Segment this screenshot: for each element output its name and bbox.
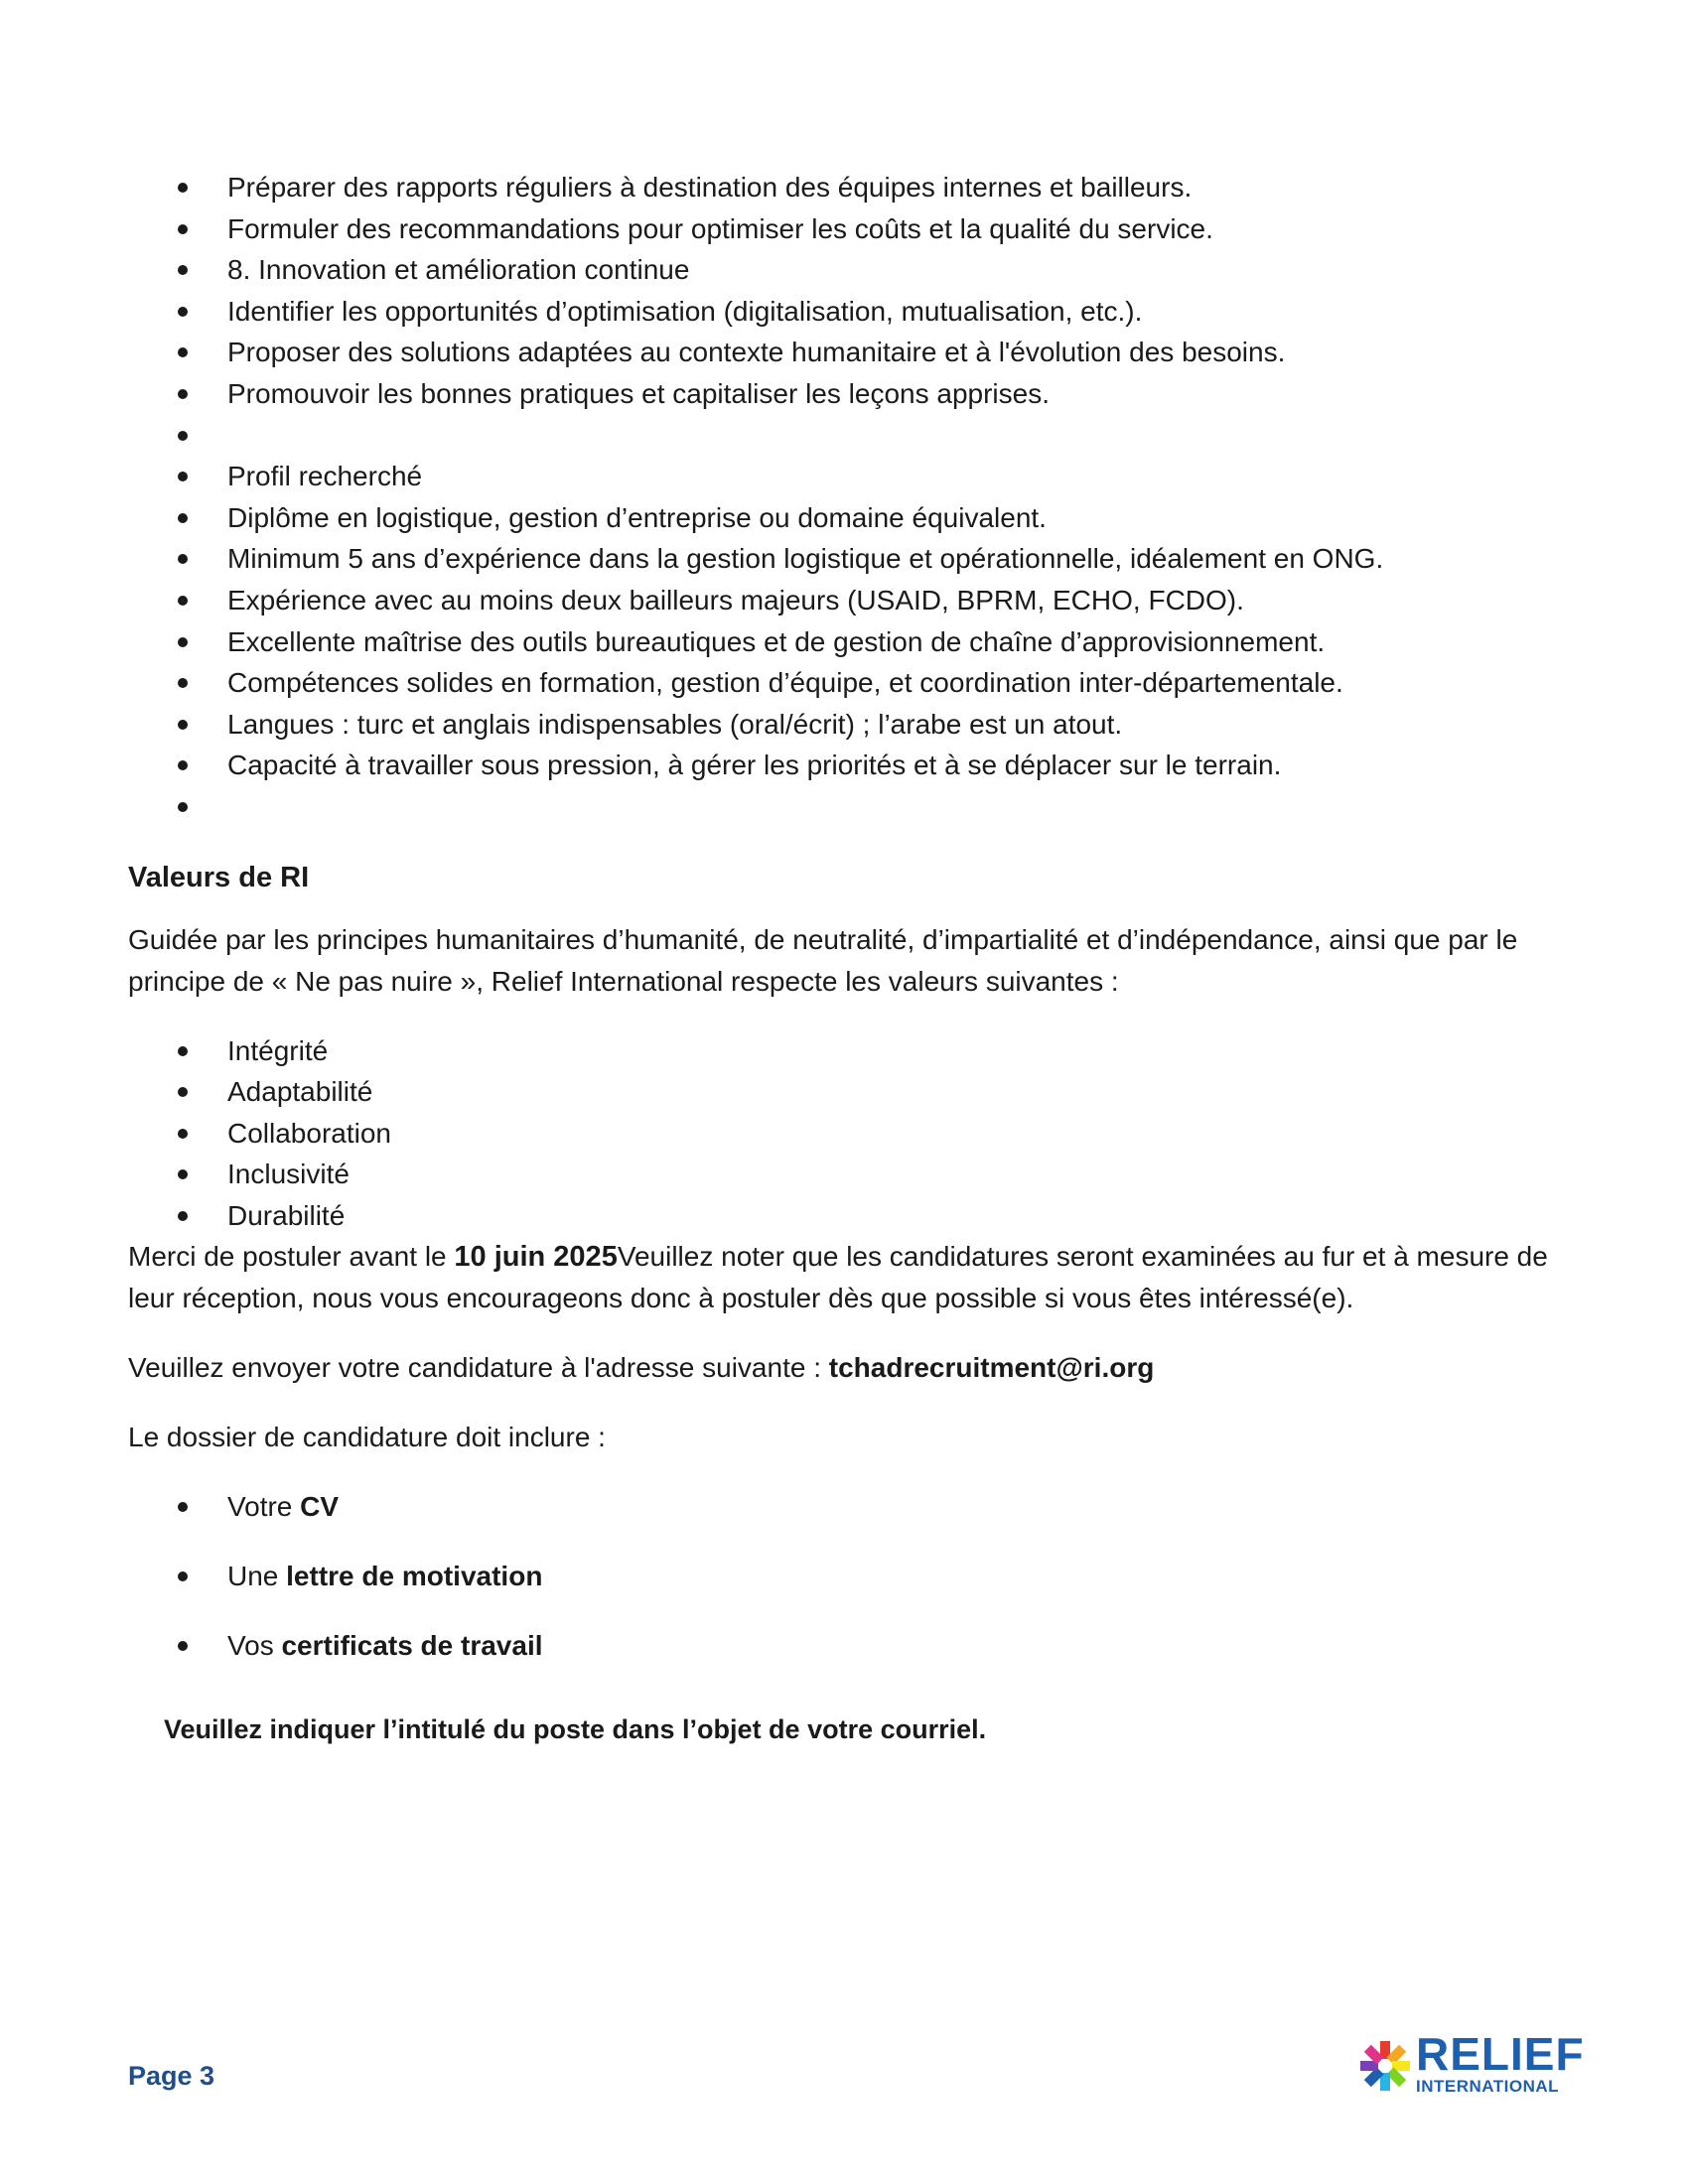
value-item: Adaptabilité [128, 1071, 1578, 1113]
logo-text-main: RELIEF [1416, 2028, 1585, 2080]
list-item: 8. Innovation et amélioration continue [128, 249, 1578, 291]
list-item-empty [128, 415, 1578, 457]
list-item: Promouvoir les bonnes pratiques et capitaliser les leçons apprises. [128, 373, 1578, 415]
dossier-intro: Le dossier de candidature doit inclure : [128, 1422, 606, 1453]
send-paragraph [128, 1347, 1578, 1389]
deadline-before: Merci de postuler avant le [128, 1241, 455, 1273]
email-link[interactable]: tchadrecruitment@ri.org [828, 1352, 1155, 1384]
relief-international-logo [1358, 2028, 1585, 2096]
deadline-after: Veuillez noter que les candidatures seront examinées au fur et à mesure de leur réception, nous vous encourageons donc à postuler dès que possible si vous êtes intéressé(e). [128, 1241, 1548, 1314]
top-bullet-list [128, 167, 1578, 828]
values-list [128, 1030, 1578, 1237]
page-content [128, 167, 1578, 1745]
list-item: Préparer des rapports réguliers à destination des équipes internes et bailleurs. [128, 167, 1578, 208]
list-item: Minimum 5 ans d’expérience dans la gestion logistique et opérationnelle, idéalement en ONG. [128, 538, 1578, 580]
list-item: Langues : turc et anglais indispensables (oral/écrit) ; l’arabe est un atout. [128, 704, 1578, 746]
dossier-item-bold: lettre de motivation [286, 1561, 543, 1592]
dossier-item [128, 1625, 1578, 1695]
dossier-item-plain: Votre [227, 1491, 301, 1523]
dossier-item [128, 1556, 1578, 1625]
deadline-paragraph [128, 1236, 1578, 1319]
value-item: Durabilité [128, 1195, 1578, 1237]
send-text: Veuillez envoyer votre candidature à l'adresse suivante : [128, 1352, 829, 1384]
value-item: Collaboration [128, 1113, 1578, 1155]
list-item: Excellente maîtrise des outils bureautiques et de gestion de chaîne d’approvisionnement. [128, 621, 1578, 663]
list-item: Compétences solides en formation, gestion d’équipe, et coordination inter-départementale. [128, 662, 1578, 704]
deadline-date: 10 juin 2025 [454, 1241, 618, 1274]
list-item: Capacité à travailler sous pression, à gérer les priorités et à se déplacer sur le terrain. [128, 745, 1578, 786]
list-item: Identifier les opportunités d’optimisation (digitalisation, mutualisation, etc.). [128, 291, 1578, 333]
dossier-item-bold: certificats de travail [281, 1630, 543, 1662]
list-item: Diplôme en logistique, gestion d’entreprise ou domaine équivalent. [128, 497, 1578, 539]
values-heading: Valeurs de RI [128, 861, 310, 893]
dossier-item [128, 1486, 1578, 1556]
dossier-item-plain: Vos [227, 1630, 282, 1662]
list-item: Formuler des recommandations pour optimiser les coûts et la qualité du service. [128, 208, 1578, 250]
dossier-item-plain: Une [227, 1561, 287, 1592]
value-item: Intégrité [128, 1030, 1578, 1072]
values-intro: Guidée par les principes humanitaires d’humanité, de neutralité, d’impartialité et d’indépendance, ainsi que par le principe de « Ne pas nuire », Relief International respecte les valeurs suivantes : [128, 923, 1518, 997]
dossier-item-bold: CV [300, 1491, 340, 1523]
logo-flower-icon [1358, 2039, 1412, 2093]
final-note: Veuillez indiquer l’intitulé du poste dans l’objet de votre courriel. [164, 1714, 987, 1745]
list-item-empty [128, 786, 1578, 828]
value-item: Inclusivité [128, 1154, 1578, 1195]
list-item: Expérience avec au moins deux bailleurs majeurs (USAID, BPRM, ECHO, FCDO). [128, 580, 1578, 621]
dossier-list [128, 1486, 1578, 1695]
page-number: Page 3 [128, 2061, 215, 2091]
list-item: Proposer des solutions adaptées au contexte humanitaire et à l'évolution des besoins. [128, 332, 1578, 373]
list-item: Profil recherché [128, 456, 1578, 497]
logo-text-sub: INTERNATIONAL [1416, 2077, 1560, 2096]
